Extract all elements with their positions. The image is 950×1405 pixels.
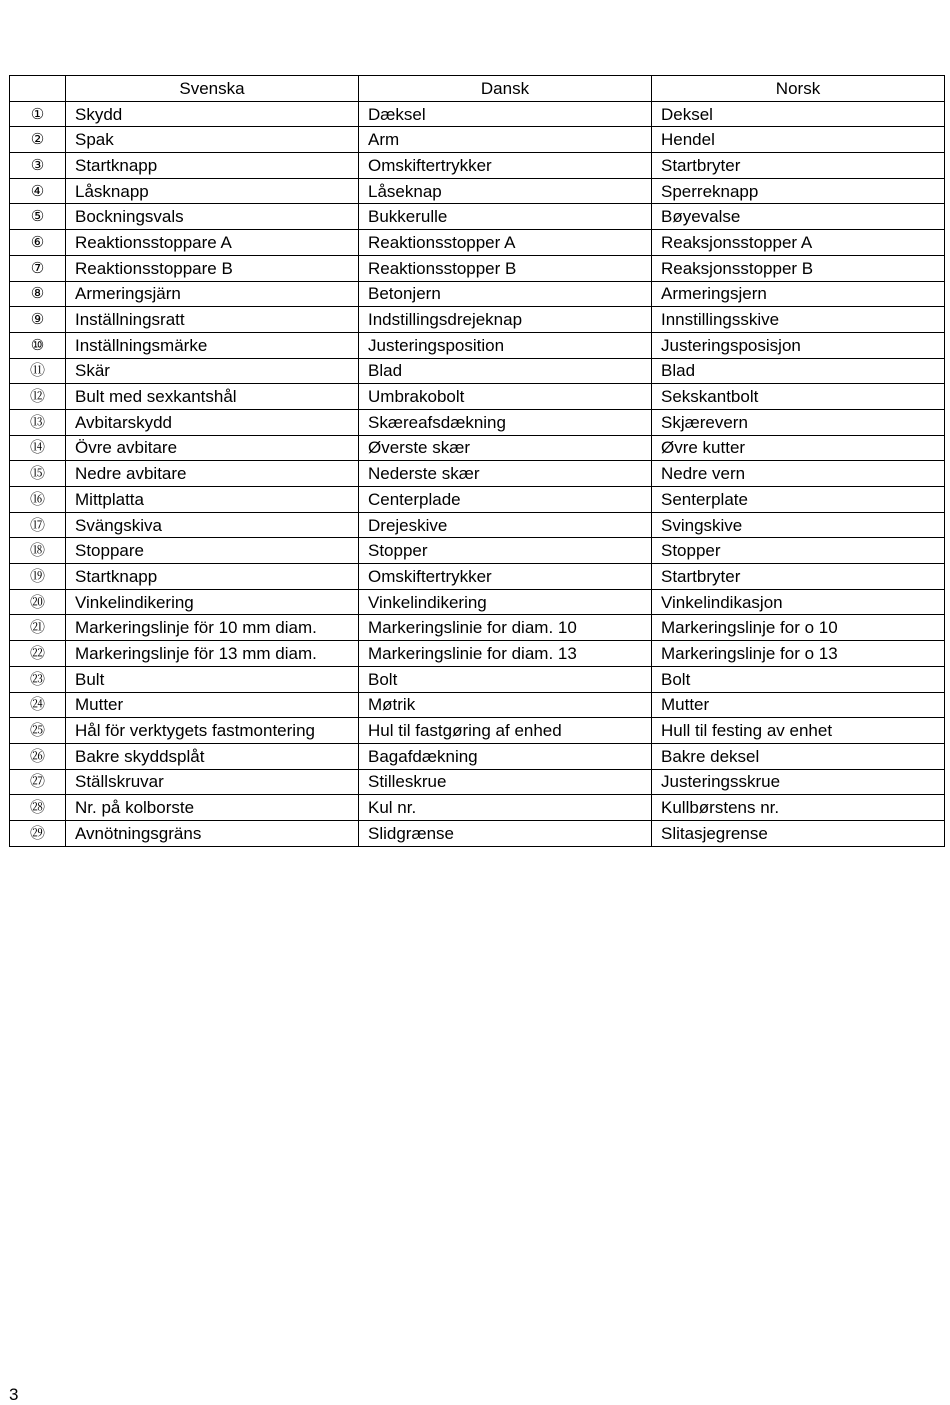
cell-norsk: Startbryter	[652, 564, 945, 590]
part-number: ㉗	[10, 769, 66, 795]
part-number: ㉘	[10, 795, 66, 821]
cell-svenska: Stoppare	[66, 538, 359, 564]
cell-dansk: Arm	[359, 127, 652, 153]
cell-norsk: Bolt	[652, 666, 945, 692]
cell-svenska: Inställningsratt	[66, 307, 359, 333]
table-row	[10, 769, 945, 795]
cell-dansk: Omskiftertrykker	[359, 153, 652, 179]
part-number: ⑰	[10, 512, 66, 538]
cell-dansk: Umbrakobolt	[359, 384, 652, 410]
cell-svenska: Reaktionsstoppare A	[66, 230, 359, 256]
page-number: 3	[9, 1385, 19, 1404]
cell-dansk: Justeringsposition	[359, 332, 652, 358]
part-number: ⑲	[10, 564, 66, 590]
cell-dansk: Nederste skær	[359, 461, 652, 487]
header-dansk: Dansk	[359, 76, 652, 102]
cell-svenska: Nedre avbitare	[66, 461, 359, 487]
cell-svenska: Mittplatta	[66, 487, 359, 513]
cell-svenska: Nr. på kolborste	[66, 795, 359, 821]
part-number: ㉖	[10, 743, 66, 769]
cell-svenska: Bult	[66, 666, 359, 692]
cell-norsk: Skjærevern	[652, 409, 945, 435]
part-number: ④	[10, 178, 66, 204]
cell-norsk: Sekskantbolt	[652, 384, 945, 410]
part-number: ⑤	[10, 204, 66, 230]
header-number	[10, 76, 66, 102]
table-header-row	[10, 76, 945, 102]
cell-dansk: Hul til fastgøring af enhed	[359, 718, 652, 744]
table-row	[10, 666, 945, 692]
cell-svenska: Bult med sexkantshål	[66, 384, 359, 410]
cell-svenska: Vinkelindikering	[66, 589, 359, 615]
part-number: ⑯	[10, 487, 66, 513]
table-row	[10, 281, 945, 307]
parts-translation-table	[9, 75, 945, 847]
table-row	[10, 204, 945, 230]
cell-svenska: Låsknapp	[66, 178, 359, 204]
header-svenska: Svenska	[66, 76, 359, 102]
table-row	[10, 153, 945, 179]
cell-norsk: Blad	[652, 358, 945, 384]
part-number: ㉔	[10, 692, 66, 718]
table-row	[10, 692, 945, 718]
cell-svenska: Reaktionsstoppare B	[66, 255, 359, 281]
cell-norsk: Hull til festing av enhet	[652, 718, 945, 744]
cell-dansk: Bolt	[359, 666, 652, 692]
cell-norsk: Justeringsskrue	[652, 769, 945, 795]
cell-dansk: Bukkerulle	[359, 204, 652, 230]
part-number: ⑮	[10, 461, 66, 487]
table-row	[10, 178, 945, 204]
cell-norsk: Kullbørstens nr.	[652, 795, 945, 821]
table-row	[10, 230, 945, 256]
table-row	[10, 538, 945, 564]
table-row	[10, 743, 945, 769]
table-row	[10, 384, 945, 410]
cell-dansk: Reaktionsstopper B	[359, 255, 652, 281]
cell-svenska: Markeringslinje för 13 mm diam.	[66, 641, 359, 667]
part-number: ㉕	[10, 718, 66, 744]
cell-svenska: Armeringsjärn	[66, 281, 359, 307]
table-row	[10, 589, 945, 615]
cell-dansk: Møtrik	[359, 692, 652, 718]
cell-dansk: Centerplade	[359, 487, 652, 513]
table-row	[10, 358, 945, 384]
part-number: ㉓	[10, 666, 66, 692]
table-row	[10, 718, 945, 744]
part-number: ⑧	[10, 281, 66, 307]
cell-norsk: Sperreknapp	[652, 178, 945, 204]
cell-norsk: Mutter	[652, 692, 945, 718]
cell-norsk: Armeringsjern	[652, 281, 945, 307]
cell-norsk: Hendel	[652, 127, 945, 153]
table-body	[10, 101, 945, 846]
cell-dansk: Blad	[359, 358, 652, 384]
cell-svenska: Bockningsvals	[66, 204, 359, 230]
cell-svenska: Skär	[66, 358, 359, 384]
cell-norsk: Markeringslinje for o 13	[652, 641, 945, 667]
cell-dansk: Stopper	[359, 538, 652, 564]
table-row	[10, 795, 945, 821]
cell-dansk: Skæreafsdækning	[359, 409, 652, 435]
cell-svenska: Skydd	[66, 101, 359, 127]
cell-norsk: Reaksjonsstopper B	[652, 255, 945, 281]
part-number: ⑥	[10, 230, 66, 256]
part-number: ⑦	[10, 255, 66, 281]
part-number: ⑱	[10, 538, 66, 564]
cell-svenska: Startknapp	[66, 564, 359, 590]
part-number: ㉑	[10, 615, 66, 641]
table-row	[10, 127, 945, 153]
cell-norsk: Bakre deksel	[652, 743, 945, 769]
cell-norsk: Reaksjonsstopper A	[652, 230, 945, 256]
cell-svenska: Hål för verktygets fastmontering	[66, 718, 359, 744]
table-row	[10, 307, 945, 333]
table-row	[10, 461, 945, 487]
header-norsk: Norsk	[652, 76, 945, 102]
table-row	[10, 564, 945, 590]
cell-dansk: Slidgrænse	[359, 820, 652, 846]
cell-dansk: Markeringslinie for diam. 10	[359, 615, 652, 641]
part-number: ⑫	[10, 384, 66, 410]
table-row	[10, 487, 945, 513]
cell-norsk: Startbryter	[652, 153, 945, 179]
table-row	[10, 820, 945, 846]
cell-norsk: Stopper	[652, 538, 945, 564]
cell-dansk: Bagafdækning	[359, 743, 652, 769]
part-number: ⑪	[10, 358, 66, 384]
cell-norsk: Vinkelindikasjon	[652, 589, 945, 615]
cell-dansk: Reaktionsstopper A	[359, 230, 652, 256]
part-number: ㉙	[10, 820, 66, 846]
table-row	[10, 101, 945, 127]
cell-dansk: Markeringslinie for diam. 13	[359, 641, 652, 667]
table-row	[10, 615, 945, 641]
cell-svenska: Inställningsmärke	[66, 332, 359, 358]
part-number: ⑩	[10, 332, 66, 358]
table-row	[10, 255, 945, 281]
cell-norsk: Deksel	[652, 101, 945, 127]
cell-svenska: Startknapp	[66, 153, 359, 179]
cell-dansk: Øverste skær	[359, 435, 652, 461]
cell-norsk: Nedre vern	[652, 461, 945, 487]
table-row	[10, 409, 945, 435]
part-number: ①	[10, 101, 66, 127]
cell-svenska: Avnötningsgräns	[66, 820, 359, 846]
cell-svenska: Övre avbitare	[66, 435, 359, 461]
cell-norsk: Slitasjegrense	[652, 820, 945, 846]
cell-svenska: Bakre skyddsplåt	[66, 743, 359, 769]
cell-dansk: Kul nr.	[359, 795, 652, 821]
cell-norsk: Senterplate	[652, 487, 945, 513]
table-row	[10, 512, 945, 538]
cell-svenska: Spak	[66, 127, 359, 153]
cell-norsk: Svingskive	[652, 512, 945, 538]
cell-norsk: Innstillingsskive	[652, 307, 945, 333]
cell-svenska: Mutter	[66, 692, 359, 718]
table-row	[10, 435, 945, 461]
cell-dansk: Omskiftertrykker	[359, 564, 652, 590]
part-number: ⑳	[10, 589, 66, 615]
cell-dansk: Betonjern	[359, 281, 652, 307]
table-row	[10, 641, 945, 667]
part-number: ㉒	[10, 641, 66, 667]
cell-norsk: Markeringslinje for o 10	[652, 615, 945, 641]
cell-dansk: Dæksel	[359, 101, 652, 127]
cell-dansk: Vinkelindikering	[359, 589, 652, 615]
part-number: ③	[10, 153, 66, 179]
cell-svenska: Avbitarskydd	[66, 409, 359, 435]
cell-svenska: Ställskruvar	[66, 769, 359, 795]
cell-svenska: Svängskiva	[66, 512, 359, 538]
cell-dansk: Drejeskive	[359, 512, 652, 538]
part-number: ②	[10, 127, 66, 153]
cell-dansk: Stilleskrue	[359, 769, 652, 795]
cell-norsk: Justeringsposisjon	[652, 332, 945, 358]
part-number: ⑬	[10, 409, 66, 435]
part-number: ⑭	[10, 435, 66, 461]
cell-norsk: Bøyevalse	[652, 204, 945, 230]
part-number: ⑨	[10, 307, 66, 333]
cell-svenska: Markeringslinje för 10 mm diam.	[66, 615, 359, 641]
cell-dansk: Indstillingsdrejeknap	[359, 307, 652, 333]
table-row	[10, 332, 945, 358]
cell-norsk: Øvre kutter	[652, 435, 945, 461]
cell-dansk: Låseknap	[359, 178, 652, 204]
